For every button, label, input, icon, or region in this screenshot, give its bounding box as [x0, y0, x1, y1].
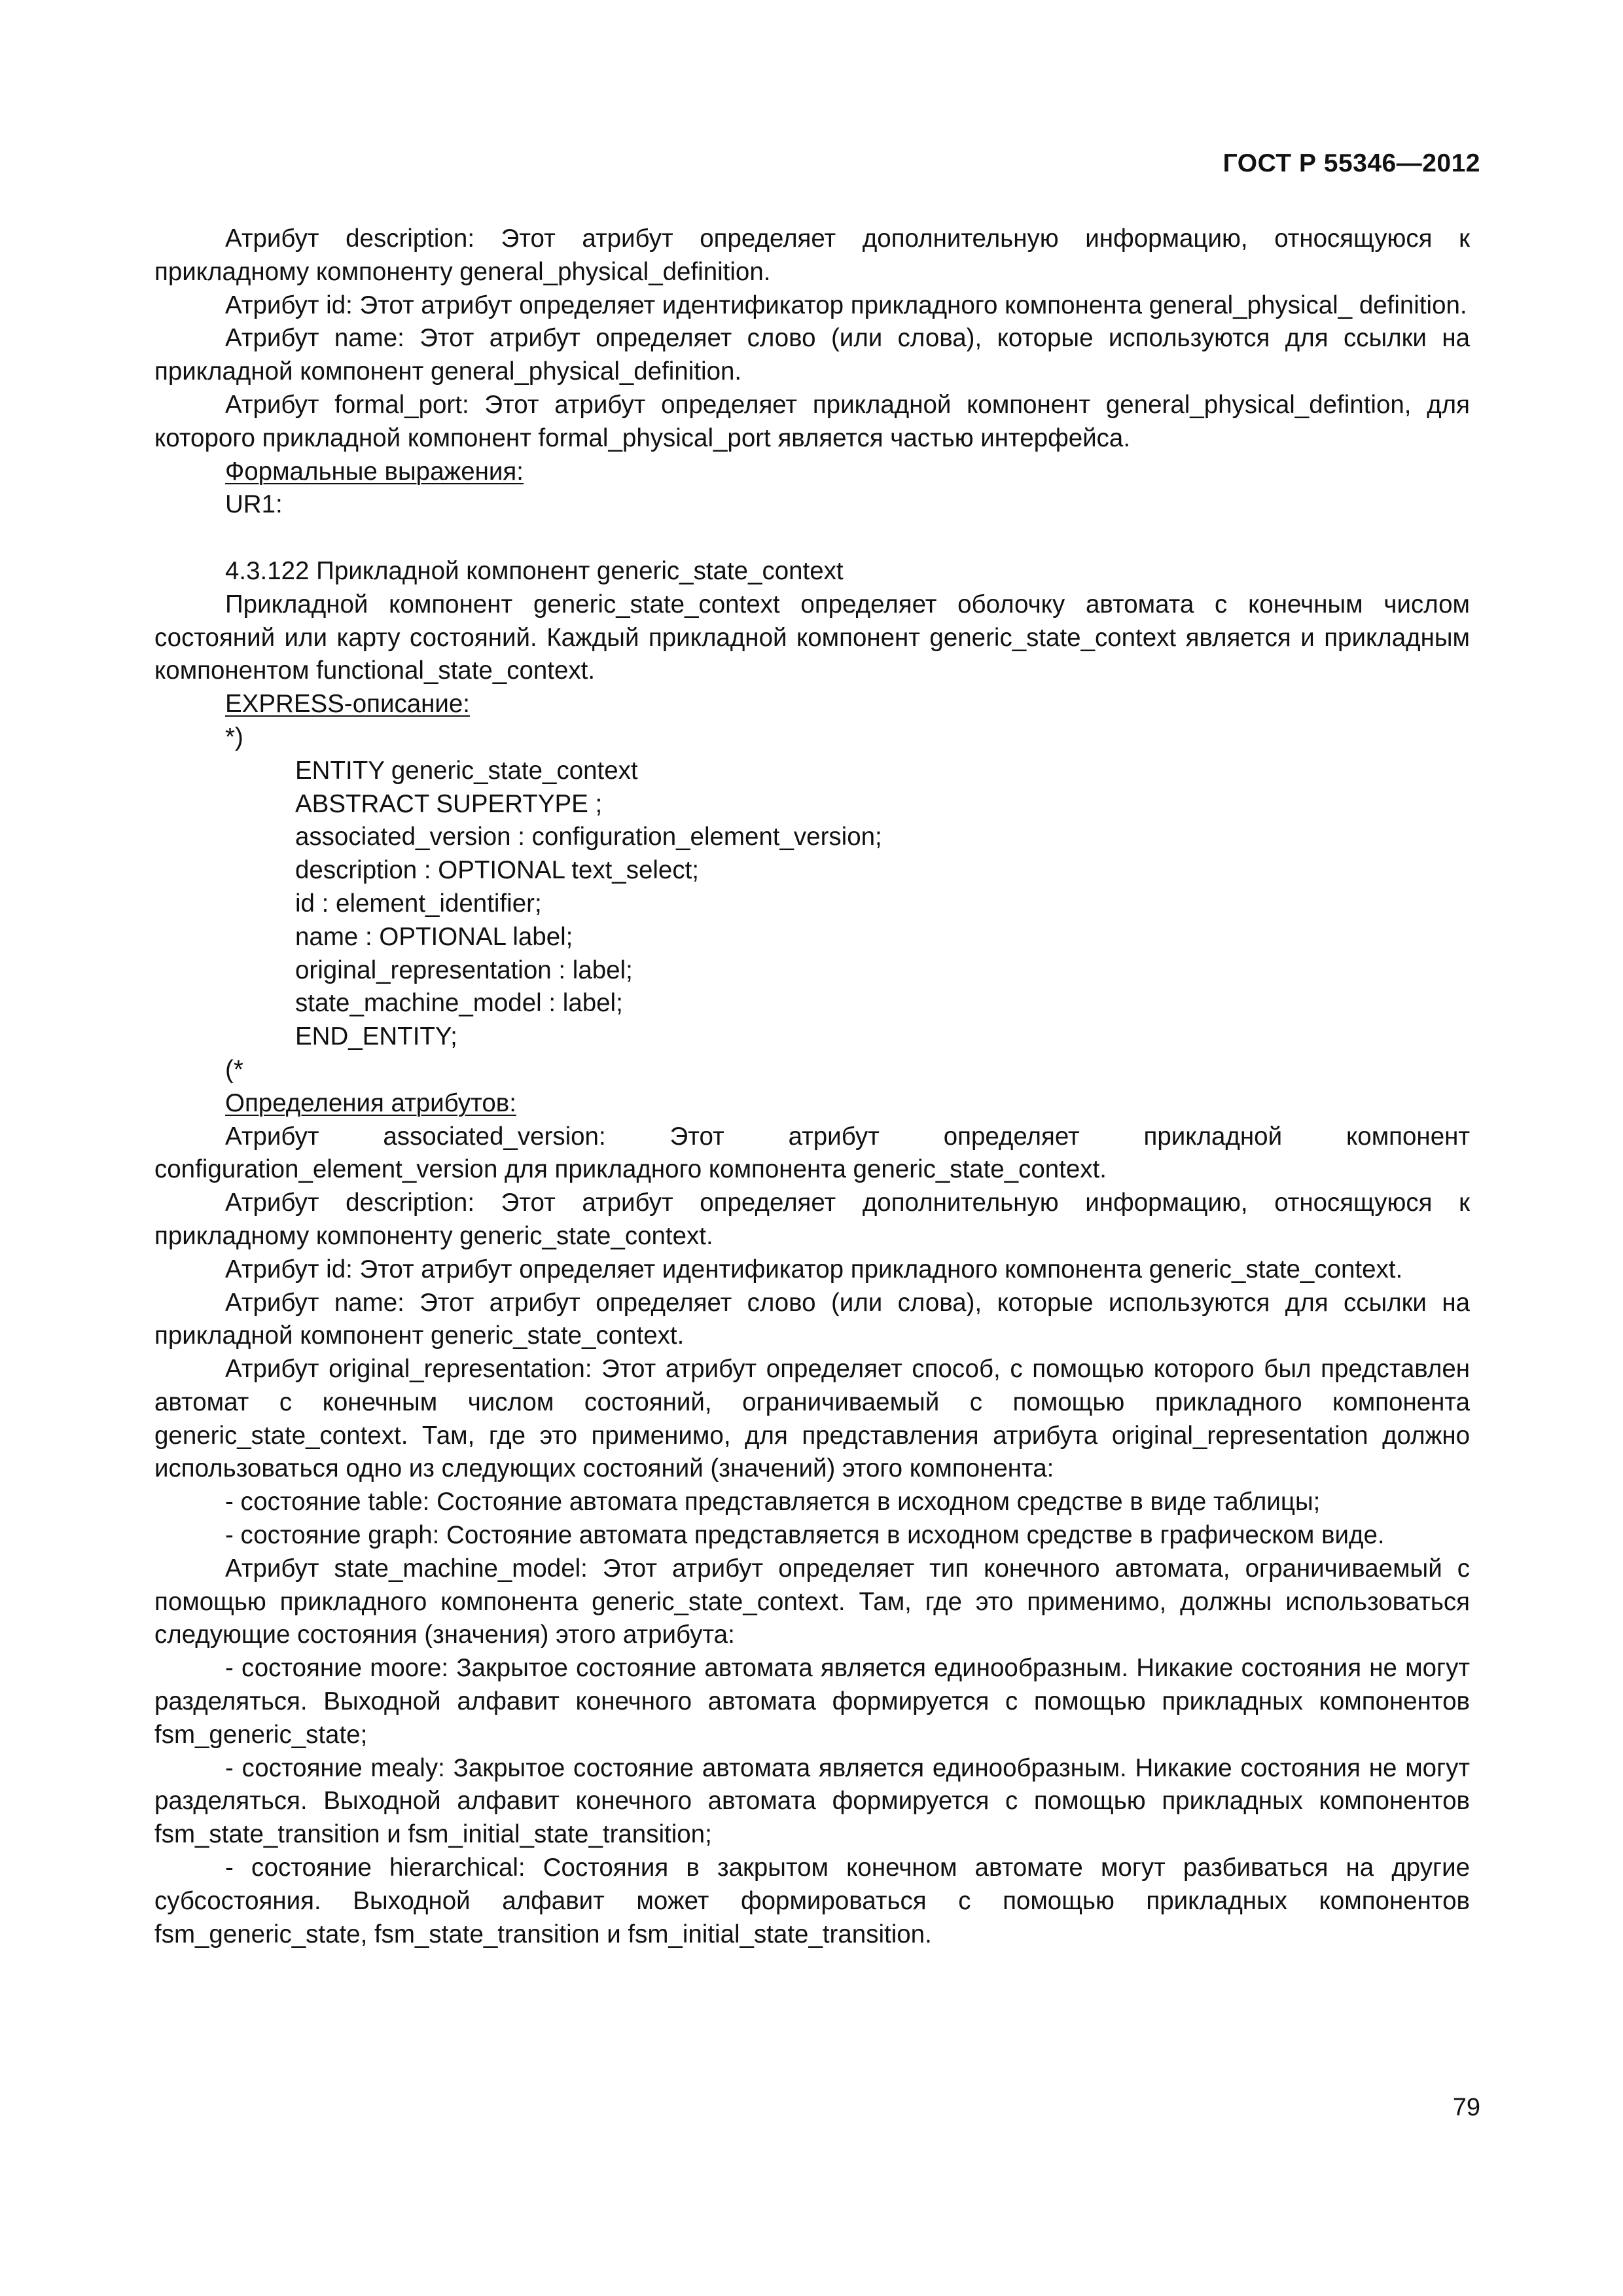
list-item: - состояние mealy: Закрытое состояние автомата является единообразным. Никакие состояния не могут разделяться. Выходной алфавит конечного автомата формируется с помощью прикладных компонентов fsm_state_transition и fsm_initial_state_transition; — [154, 1753, 1470, 1849]
formal-expressions-heading — [154, 456, 1470, 489]
code-line: id : element_identifier; — [295, 889, 542, 918]
code-line: ENTITY generic_state_context — [295, 756, 638, 785]
attributes-heading — [154, 1087, 1470, 1121]
section-heading: 4.3.122 Прикладной компонент generic_state_context — [225, 556, 844, 585]
code-line: original_representation : label; — [295, 956, 633, 984]
code-line: END_ENTITY; — [295, 1022, 457, 1051]
paragraph-description: Атрибут description: Этот атрибут определяет дополнительную информацию, относящуюся к прикладному компоненту general_physical_definition. — [154, 224, 1470, 286]
attr-paragraph: Атрибут original_representation: Этот атрибут определяет способ, с помощью которого был представлен автомат с конечным числом состояний, ограничиваемый с помощью прикладного компонента generic_state_context. Там, где это применимо, для представления атрибута original_representation должно использоваться одно из следующих состояний (значений) этого компонента: — [154, 1355, 1470, 1483]
section-intro: Прикладной компонент generic_state_context определяет оболочку автомата с конечным числом состояний или карту состояний. Каждый прикладной компонент generic_state_context является и прикладным компонентом functional_state_context. — [154, 590, 1470, 685]
document-body — [154, 223, 1470, 1951]
attr-paragraph: Атрибут id: Этот атрибут определяет идентификатор прикладного компонента generic_state_context. — [225, 1255, 1403, 1283]
code-line: name : OPTIONAL label; — [295, 922, 573, 951]
attr-paragraph: Атрибут state_machine_model: Этот атрибут определяет тип конечного автомата, ограничиваемый с помощью прикладного компонента generic_state_context. Там, где это применимо, должны использоваться следующие состояния (значения) этого атрибута: — [154, 1554, 1470, 1649]
formal-expressions-label: Формальные выражения: — [225, 457, 524, 486]
express-open-marker: *) — [225, 723, 243, 751]
express-heading — [154, 688, 1470, 721]
list-item: - состояние hierarchical: Состояния в закрытом конечном автомате могут разбиваться на другие субсостояния. Выходной алфавит может формироваться с помощью прикладных компонентов fsm_generic_state, fsm_state_transition и fsm_initial_state_transition. — [154, 1854, 1470, 1948]
attributes-label: Определения атрибутов: — [225, 1088, 516, 1117]
code-line: description : OPTIONAL text_select; — [295, 856, 699, 885]
document-header: ГОСТ Р 55346—2012 — [1222, 149, 1480, 177]
express-label: EXPRESS-описание: — [225, 690, 471, 719]
paragraph-name: Атрибут name: Этот атрибут определяет слово (или слова), которые используются для ссылки на прикладной компонент general_physical_definition. — [154, 324, 1470, 386]
express-close-marker: (* — [225, 1055, 243, 1084]
list-item: - состояние table: Состояние автомата представляется в исходном средстве в виде таблицы; — [225, 1488, 1321, 1516]
code-line: associated_version : configuration_element_version; — [295, 823, 882, 852]
list-item: - состояние graph: Состояние автомата представляется в исходном средстве в графическом виде. — [225, 1521, 1385, 1550]
attr-paragraph: Атрибут associated_version: Этот атрибут определяет прикладной компонент configuration_element_version для прикладного компонента generic_state_context. — [154, 1122, 1470, 1184]
paragraph-id: Атрибут id: Этот атрибут определяет идентификатор прикладного компонента general_physical_ definition. — [225, 291, 1467, 319]
page-number: 79 — [1452, 2094, 1480, 2121]
code-line: state_machine_model : label; — [295, 989, 623, 1018]
ur1-label: UR1: — [225, 490, 283, 519]
attr-paragraph: Атрибут description: Этот атрибут определяет дополнительную информацию, относящуюся к прикладному компоненту generic_state_context. — [154, 1189, 1470, 1250]
attr-paragraph: Атрибут name: Этот атрибут определяет слово (или слова), которые используются для ссылки на прикладной компонент generic_state_context. — [154, 1288, 1470, 1350]
paragraph-formal-port: Атрибут formal_port: Этот атрибут определяет прикладной компонент general_physical_defintion, для которого прикладной компонент formal_physical_port является частью интерфейса. — [154, 390, 1470, 452]
code-line: ABSTRACT SUPERTYPE ; — [295, 789, 603, 818]
list-item: - состояние moore: Закрытое состояние автомата является единообразным. Никакие состояния не могут разделяться. Выходной алфавит конечного автомата формируется с помощью прикладных компонентов fsm_generic_state; — [154, 1654, 1470, 1749]
spacer — [154, 522, 1470, 555]
